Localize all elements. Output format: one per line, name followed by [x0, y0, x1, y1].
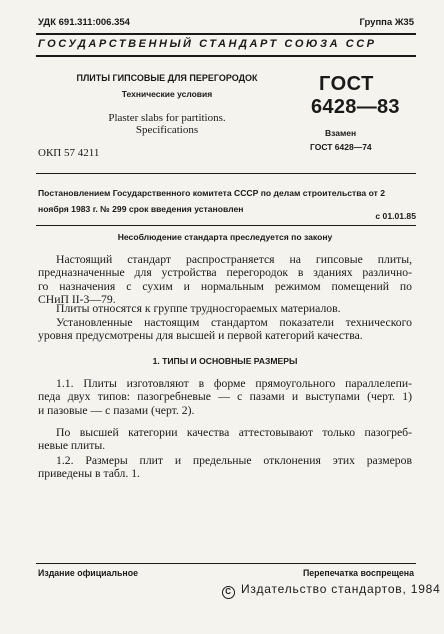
- noncompliance-notice: Несоблюдение стандарта преследуется по закону: [117, 232, 333, 242]
- text-line: СНиП II-3—79.: [38, 293, 116, 307]
- text-line: невые плиты.: [38, 439, 106, 453]
- paragraph-1-2: [38, 454, 412, 481]
- text-line: По высшей категории качества аттестовывают только пазогреб-: [56, 426, 412, 439]
- document-title-ru: ПЛИТЫ ГИПСОВЫЕ ДЛЯ ПЕРЕГОРОДОК: [76, 73, 258, 83]
- document-title-en: Plaster slabs for partitions.: [108, 112, 226, 124]
- text-line: Настоящий стандарт распространяется на гипсовые плиты,: [56, 253, 412, 266]
- paragraph-category: [38, 426, 412, 453]
- gost-label: ГОСТ: [319, 73, 374, 95]
- document-subtitle-ru: Технические условия: [121, 89, 213, 99]
- reprint-forbidden-label: Перепечатка воспрещена: [302, 568, 414, 578]
- document-subtitle-en: Specifications: [135, 124, 199, 136]
- paragraph-quality: [38, 316, 412, 343]
- text-line: приведены в табл. 1.: [38, 467, 140, 481]
- effective-date: с 01.01.85: [375, 211, 416, 221]
- publisher-name: Издательство стандартов, 1984: [241, 582, 441, 596]
- state-standard-heading: ГОСУДАРСТВЕННЫЙ СТАНДАРТ СОЮЗА ССР: [38, 38, 377, 50]
- text-line: педа двух типов: пазогребневые — с пазами и выступами (черт. 1): [38, 390, 412, 404]
- publisher-line: [222, 582, 441, 599]
- text-line: Установленные настоящим стандартом показатели технического: [56, 316, 412, 329]
- text-line: 1.1. Плиты изготовляют в форме прямоугольного параллелепи-: [56, 377, 412, 390]
- paragraph-1-1: [38, 377, 412, 417]
- copyright-icon: C: [222, 586, 235, 599]
- text-line: 1.2. Размеры плит и предельные отклонения этих размеров: [56, 454, 412, 467]
- okp-code: ОКП 57 4211: [38, 147, 100, 159]
- section-heading: 1. ТИПЫ И ОСНОВНЫЕ РАЗМЕРЫ: [152, 356, 298, 366]
- group-code: Группа Ж35: [359, 17, 414, 28]
- text-line: и пазовые — с пазами (черт. 2).: [38, 403, 195, 417]
- header-rule-bottom: [36, 55, 416, 57]
- udk-code: УДК 691.311:006.354: [38, 17, 130, 28]
- section-rule-2: [36, 225, 416, 226]
- text-line: уровня предусмотрены для высшей и первой категорий качества.: [38, 329, 363, 343]
- paragraph-fire-group: [38, 302, 412, 315]
- header-rule-top: [36, 33, 416, 35]
- text-line: го назначения с сухим и нормальным режимом помещений по: [38, 279, 412, 293]
- paragraph-scope: [38, 253, 412, 307]
- official-edition-label: Издание официальное: [38, 568, 138, 578]
- section-rule-1: [36, 173, 416, 174]
- text-line: предназначенные для устройства перегородок в зданиях различно-: [38, 266, 412, 280]
- resolution-text: Постановлением Государственного комитета СССР по делам строительства от 2 ноября 1983 г. № 299 срок введения установлен: [38, 188, 386, 214]
- replaces-label: Взамен: [325, 128, 357, 138]
- text-line: Плиты относятся к группе трудносгораемых материалов.: [56, 302, 341, 315]
- gost-number: 6428—83: [311, 96, 400, 118]
- replaced-standard: ГОСТ 6428—74: [310, 142, 372, 152]
- footer-rule: [36, 563, 416, 564]
